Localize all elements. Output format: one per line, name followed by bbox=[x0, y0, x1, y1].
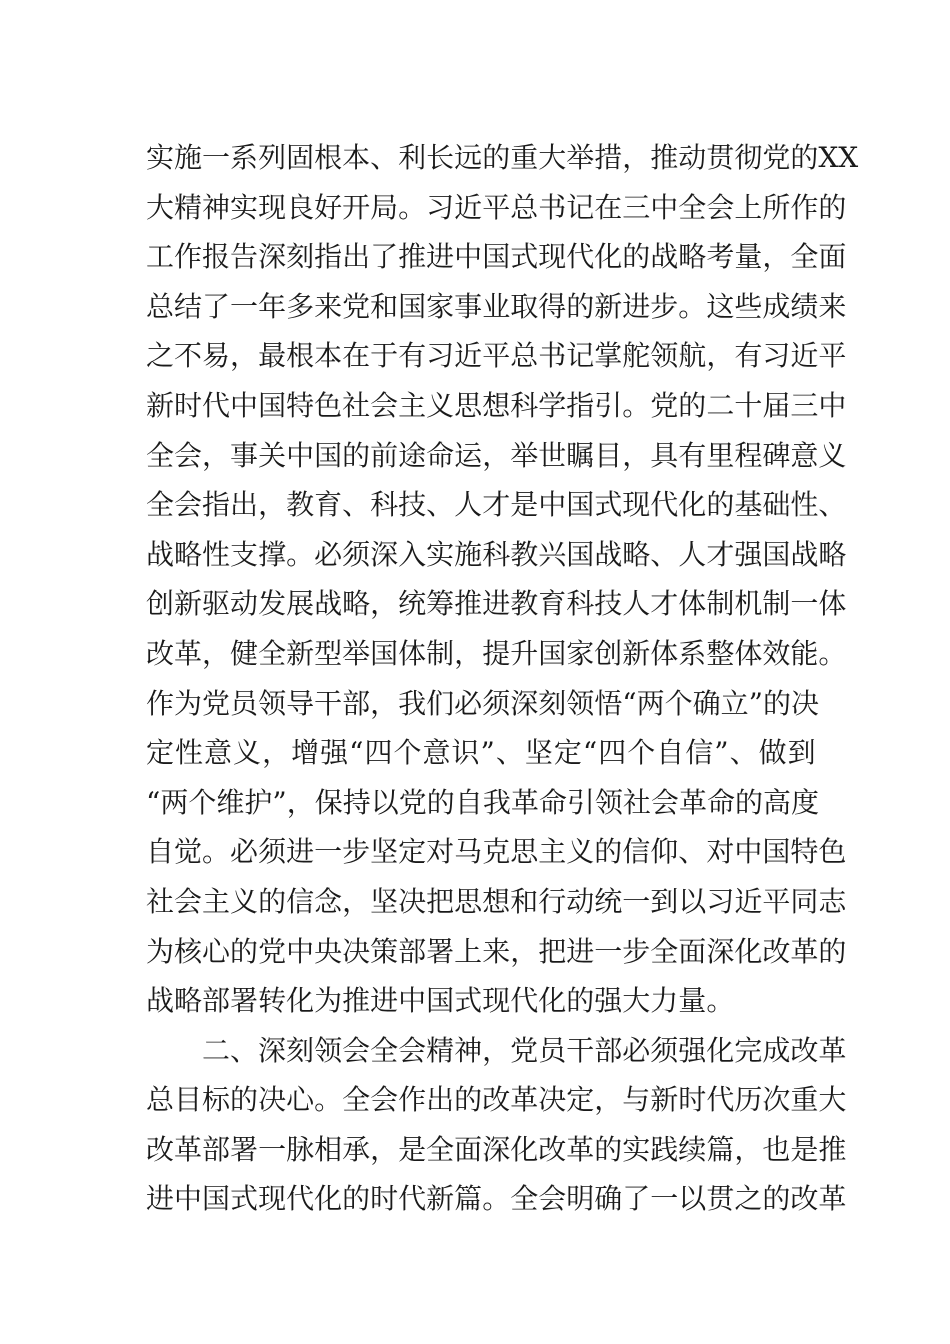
text-line: 进 中 国 式 现 代 化 的 时 代 新 篇 。 全 会 明 确 了 一 以 贯 之 的 改 革 bbox=[146, 1182, 847, 1216]
body-text bbox=[146, 133, 859, 1224]
text-line: 定 性 意 义 ， 增 强 “ 四 个 意 识 ” 、 坚 定 “ 四 个 自 信 ” 、 做 到 bbox=[146, 736, 816, 770]
text-line: 为 核 心 的 党 中 央 决 策 部 署 上 来 ， 把 进 一 步 全 面 深 化 改 革 的 bbox=[146, 934, 847, 968]
text-line: 全 会 指 出 ， 教 育 、 科 技 、 人 才 是 中 国 式 现 代 化 的 基 础 性 、 bbox=[146, 488, 847, 522]
text-line: 战 略 性 支 撑 。 必 须 深 入 实 施 科 教 兴 国 战 略 、 人 才 强 国 战 略 bbox=[146, 537, 847, 571]
text-line: 新 时 代 中 国 特 色 社 会 主 义 思 想 科 学 指 引 。 党 的 二 十 届 三 中 bbox=[146, 388, 847, 422]
text-line: 社 会 主 义 的 信 念 ， 坚 决 把 思 想 和 行 动 统 一 到 以 习 近 平 同 志 bbox=[146, 884, 847, 918]
text-line: 创 新 驱 动 发 展 战 略 ， 统 筹 推 进 教 育 科 技 人 才 体 制 机 制 一 体 bbox=[146, 587, 847, 621]
text-line: 总 结 了 一 年 多 来 党 和 国 家 事 业 取 得 的 新 进 步 。 这 些 成 绩 来 bbox=[146, 289, 847, 323]
text-line: 实 施 一 系 列 固 根 本 、 利 长 远 的 重 大 举 措 ， 推 动 贯 彻 党 的 XX bbox=[146, 141, 859, 174]
text-line: 全 会 ， 事 关 中 国 的 前 途 命 运 ， 举 世 瞩 目 ， 具 有 里 程 碑 意 义 bbox=[146, 438, 847, 472]
text-line: 之 不 易 ， 最 根 本 在 于 有 习 近 平 总 书 记 掌 舵 领 航 ， 有 习 近 平 bbox=[146, 339, 847, 373]
text-line: 战 略 部 署 转 化 为 推 进 中 国 式 现 代 化 的 强 大 力 量 。 bbox=[146, 984, 735, 1018]
text-line: 二 、 深 刻 领 会 全 会 精 神 ， 党 员 干 部 必 须 强 化 完 成 改 革 bbox=[202, 1033, 847, 1067]
text-line: 自 觉 。 必 须 进 一 步 坚 定 对 马 克 思 主 义 的 信 仰 、 对 中 国 特 色 bbox=[146, 835, 847, 869]
text-line: 改 革 ， 健 全 新 型 举 国 体 制 ， 提 升 国 家 创 新 体 系 整 体 效 能 。 bbox=[146, 636, 847, 670]
text-line: 总 目 标 的 决 心 。 全 会 作 出 的 改 革 决 定 ， 与 新 时 代 历 次 重 大 bbox=[146, 1083, 847, 1117]
text-line: 作 为 党 员 领 导 干 部 ， 我 们 必 须 深 刻 领 悟 “ 两 个 确 立 ” 的 决 bbox=[146, 686, 820, 720]
text-line: 大 精 神 实 现 良 好 开 局 。 习 近 平 总 书 记 在 三 中 全 会 上 所 作 的 bbox=[146, 190, 847, 224]
text-line: “ 两 个 维 护 ” ， 保 持 以 党 的 自 我 革 命 引 领 社 会 革 命 的 高 度 bbox=[146, 785, 820, 819]
text-line: 工 作 报 告 深 刻 指 出 了 推 进 中 国 式 现 代 化 的 战 略 考 量 ， 全 面 bbox=[146, 240, 847, 274]
text-line: 改 革 部 署 一 脉 相 承 ， 是 全 面 深 化 改 革 的 实 践 续 篇 ， 也 是 推 bbox=[146, 1132, 847, 1166]
